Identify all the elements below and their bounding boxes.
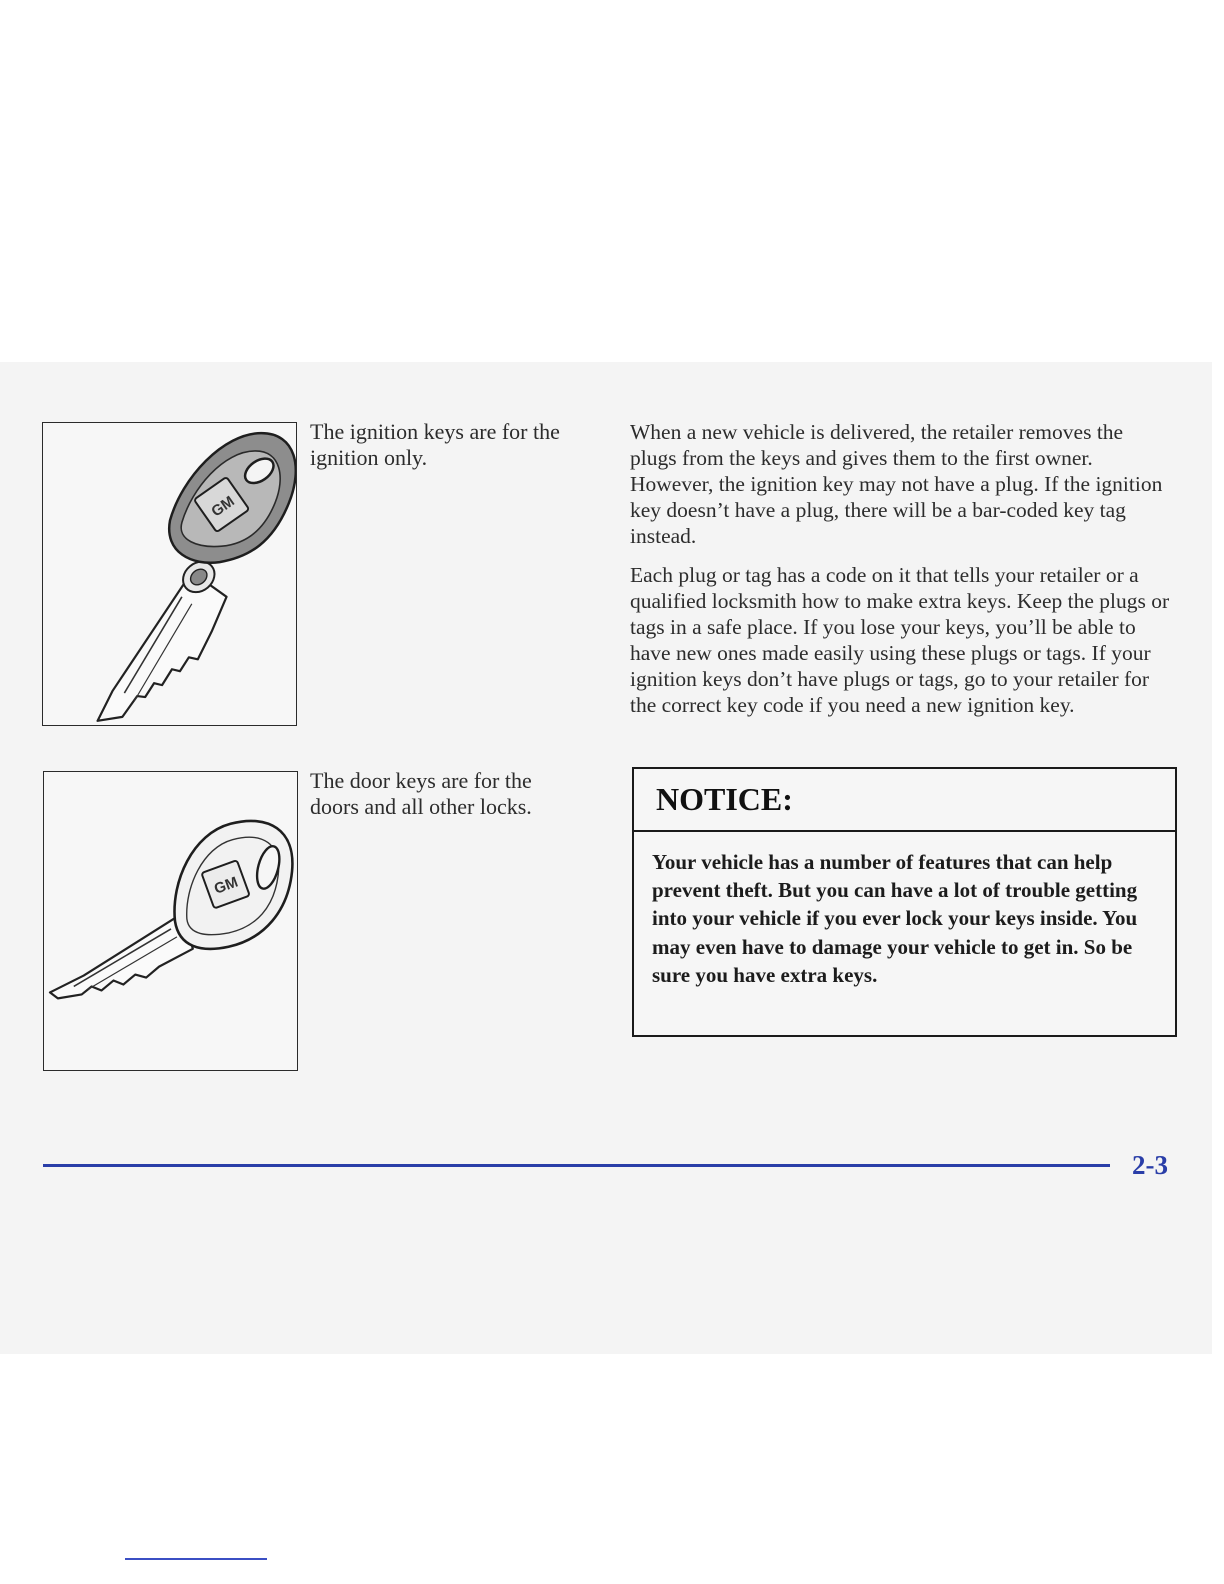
bottom-link-underline: [125, 1558, 267, 1560]
svg-text:GM: GM: [208, 493, 238, 521]
door-key-illustration: [43, 771, 298, 1071]
notice-title: NOTICE:: [634, 769, 1175, 832]
ignition-key-caption: The ignition keys are for the ignition only.: [310, 419, 560, 470]
footer-rule: [43, 1164, 1110, 1167]
ignition-key-icon: [98, 433, 296, 721]
page-number: 2-3: [1132, 1150, 1168, 1180]
key-code-paragraph: Each plug or tag has a code on it that tells your retailer or a qualified locksmith how to make extra keys. Keep the plugs or tags in a safe place. If you lose your keys, you’ll be able to have new ones made easily using these plugs or tags. If your ignition keys don’t have plugs or tags, go to your retailer for the correct key code if you need a new ignition key.: [630, 563, 1170, 717]
door-key-caption: The door keys are for the doors and all other locks.: [310, 768, 532, 819]
notice-text: Your vehicle has a number of features that can help prevent theft. But you can have a lot of trouble getting into your vehicle if you ever lock your keys inside. You may even have to damage your vehicle to get in. So be sure you have extra keys.: [652, 850, 1138, 987]
ignition-key-illustration: [42, 422, 297, 726]
door-key-icon: [50, 821, 292, 998]
notice-box: [632, 767, 1177, 1037]
svg-text:GM: GM: [212, 874, 241, 898]
key-plugs-paragraph: When a new vehicle is delivered, the retailer removes the plugs from the keys and gives them to the first owner. However, the ignition key may not have a plug. If the ignition key doesn’t have a plug, there will be a bar-coded key tag instead.: [630, 420, 1163, 548]
